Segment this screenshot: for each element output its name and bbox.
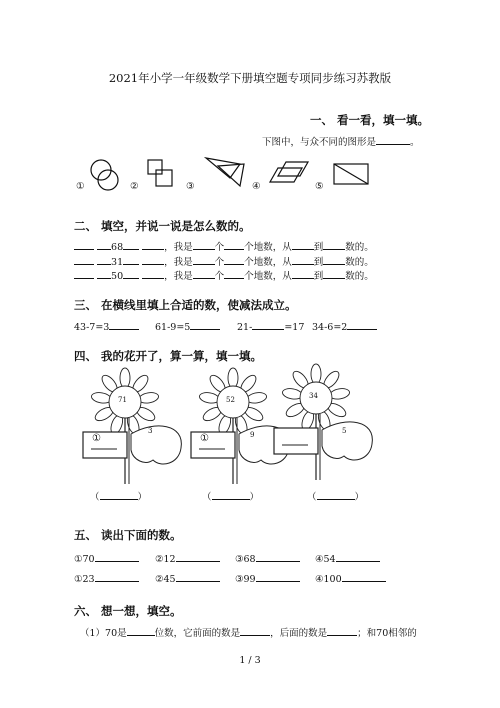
section-5-heading: 五、 读出下面的数。 bbox=[74, 528, 182, 542]
read-item bbox=[155, 572, 220, 585]
paren: （ bbox=[307, 492, 317, 503]
row-text: 个 bbox=[214, 257, 225, 268]
flower-1-answer bbox=[90, 489, 147, 503]
prompt-end: 。 bbox=[410, 137, 420, 148]
read-item bbox=[74, 572, 139, 585]
read-item bbox=[235, 552, 300, 565]
flower-3-center: 34 bbox=[309, 392, 318, 400]
section-6-heading: 六、 想一想，填空。 bbox=[74, 604, 182, 618]
flower-2 bbox=[191, 368, 289, 484]
read-item bbox=[315, 552, 380, 565]
read-item bbox=[155, 552, 220, 565]
flower-3-leaf: 5 bbox=[342, 427, 347, 435]
shape-label-1: ① bbox=[76, 181, 85, 192]
blank[interactable] bbox=[317, 490, 355, 500]
row-text: 数的。 bbox=[345, 257, 374, 268]
line-text: 位数，它前面的数是 bbox=[154, 628, 241, 639]
equation-text: =17 bbox=[284, 322, 305, 333]
flower-1-sign: ① bbox=[92, 433, 101, 444]
line-text: （1）70是 bbox=[80, 628, 127, 639]
section-3-heading: 三、 在横线里填上合适的数，使减法成立。 bbox=[74, 298, 297, 312]
row-text: 个地数，从 bbox=[244, 271, 292, 282]
number: ④100 bbox=[315, 574, 342, 585]
shape-label-5: ⑤ bbox=[315, 181, 324, 192]
row-text: 个地数，从 bbox=[244, 257, 292, 268]
section-2-heading: 二、 填空，并说一说是怎么数的。 bbox=[74, 219, 251, 233]
read-item bbox=[74, 552, 139, 565]
number: ①70 bbox=[74, 554, 95, 565]
read-item bbox=[235, 572, 300, 585]
prompt-text: 下图中，与众不同的图形是 bbox=[262, 137, 377, 148]
row-text: ，我是 bbox=[164, 271, 193, 282]
flower-1-leaf: 3 bbox=[148, 427, 153, 435]
flower-2-answer bbox=[202, 489, 259, 503]
number: ③99 bbox=[235, 574, 256, 585]
row-text: 到 bbox=[313, 242, 324, 253]
blank[interactable] bbox=[256, 572, 300, 582]
blank[interactable] bbox=[127, 626, 155, 636]
paren: （ bbox=[90, 492, 100, 503]
row-number: 50 bbox=[111, 271, 124, 282]
number: ②45 bbox=[155, 574, 176, 585]
flower-3 bbox=[274, 364, 372, 480]
row-text: 到 bbox=[313, 271, 324, 282]
blank[interactable] bbox=[176, 552, 220, 562]
flower-2-leaf: 9 bbox=[250, 431, 255, 439]
number: ②12 bbox=[155, 554, 176, 565]
row-number: 68 bbox=[111, 242, 124, 253]
page-number: 1 / 3 bbox=[239, 655, 261, 666]
row-text: 数的。 bbox=[345, 271, 374, 282]
row-text: 个 bbox=[214, 242, 225, 253]
section-1-heading: 一、 看一看，填一填。 bbox=[310, 113, 430, 127]
blank[interactable] bbox=[336, 552, 380, 562]
number: ③68 bbox=[235, 554, 256, 565]
flower-1-center: 71 bbox=[118, 396, 127, 404]
flower-2-sign: ① bbox=[200, 433, 209, 444]
line-text: ，后面的数是 bbox=[270, 628, 328, 639]
equation-text: 21- bbox=[237, 322, 253, 333]
equation-text: 61-9=5 bbox=[155, 322, 191, 333]
number: ④54 bbox=[315, 554, 336, 565]
blank[interactable] bbox=[176, 572, 220, 582]
flower-1 bbox=[83, 368, 181, 484]
blank[interactable] bbox=[100, 490, 138, 500]
number: ①23 bbox=[74, 574, 95, 585]
blank[interactable] bbox=[95, 572, 139, 582]
blank[interactable] bbox=[95, 552, 139, 562]
row-text: 个 bbox=[214, 271, 225, 282]
line-text: ；和70相邻的 bbox=[357, 628, 417, 639]
blank[interactable] bbox=[240, 626, 270, 636]
section-4-heading: 四、 我的花开了，算一算，填一填。 bbox=[74, 349, 263, 363]
paren: ） bbox=[354, 492, 365, 503]
equation-text: 34-6=2 bbox=[312, 322, 348, 333]
row-text: 到 bbox=[313, 257, 324, 268]
row-text: 数的。 bbox=[345, 242, 374, 253]
flower-3-answer bbox=[307, 489, 364, 503]
flower-2-center: 52 bbox=[226, 396, 235, 404]
row-text: ，我是 bbox=[164, 257, 193, 268]
row-text: ，我是 bbox=[164, 242, 193, 253]
shape-label-3: ③ bbox=[186, 181, 195, 192]
paren: （ bbox=[202, 492, 212, 503]
read-item bbox=[315, 572, 386, 585]
shape-label-4: ④ bbox=[252, 181, 261, 192]
shape-label-2: ② bbox=[130, 181, 139, 192]
paren: ） bbox=[249, 492, 260, 503]
blank[interactable] bbox=[342, 572, 386, 582]
equation-text: 43-7=3 bbox=[74, 322, 110, 333]
blank[interactable] bbox=[212, 490, 250, 500]
document-title: 2021年小学一年级数学下册填空题专项同步练习苏教版 bbox=[108, 71, 392, 85]
fill-line bbox=[80, 625, 417, 639]
blank[interactable] bbox=[327, 626, 357, 636]
row-number: 31 bbox=[111, 257, 124, 268]
paren: ） bbox=[137, 492, 148, 503]
row-text: 个地数，从 bbox=[244, 242, 292, 253]
blank[interactable] bbox=[256, 552, 300, 562]
